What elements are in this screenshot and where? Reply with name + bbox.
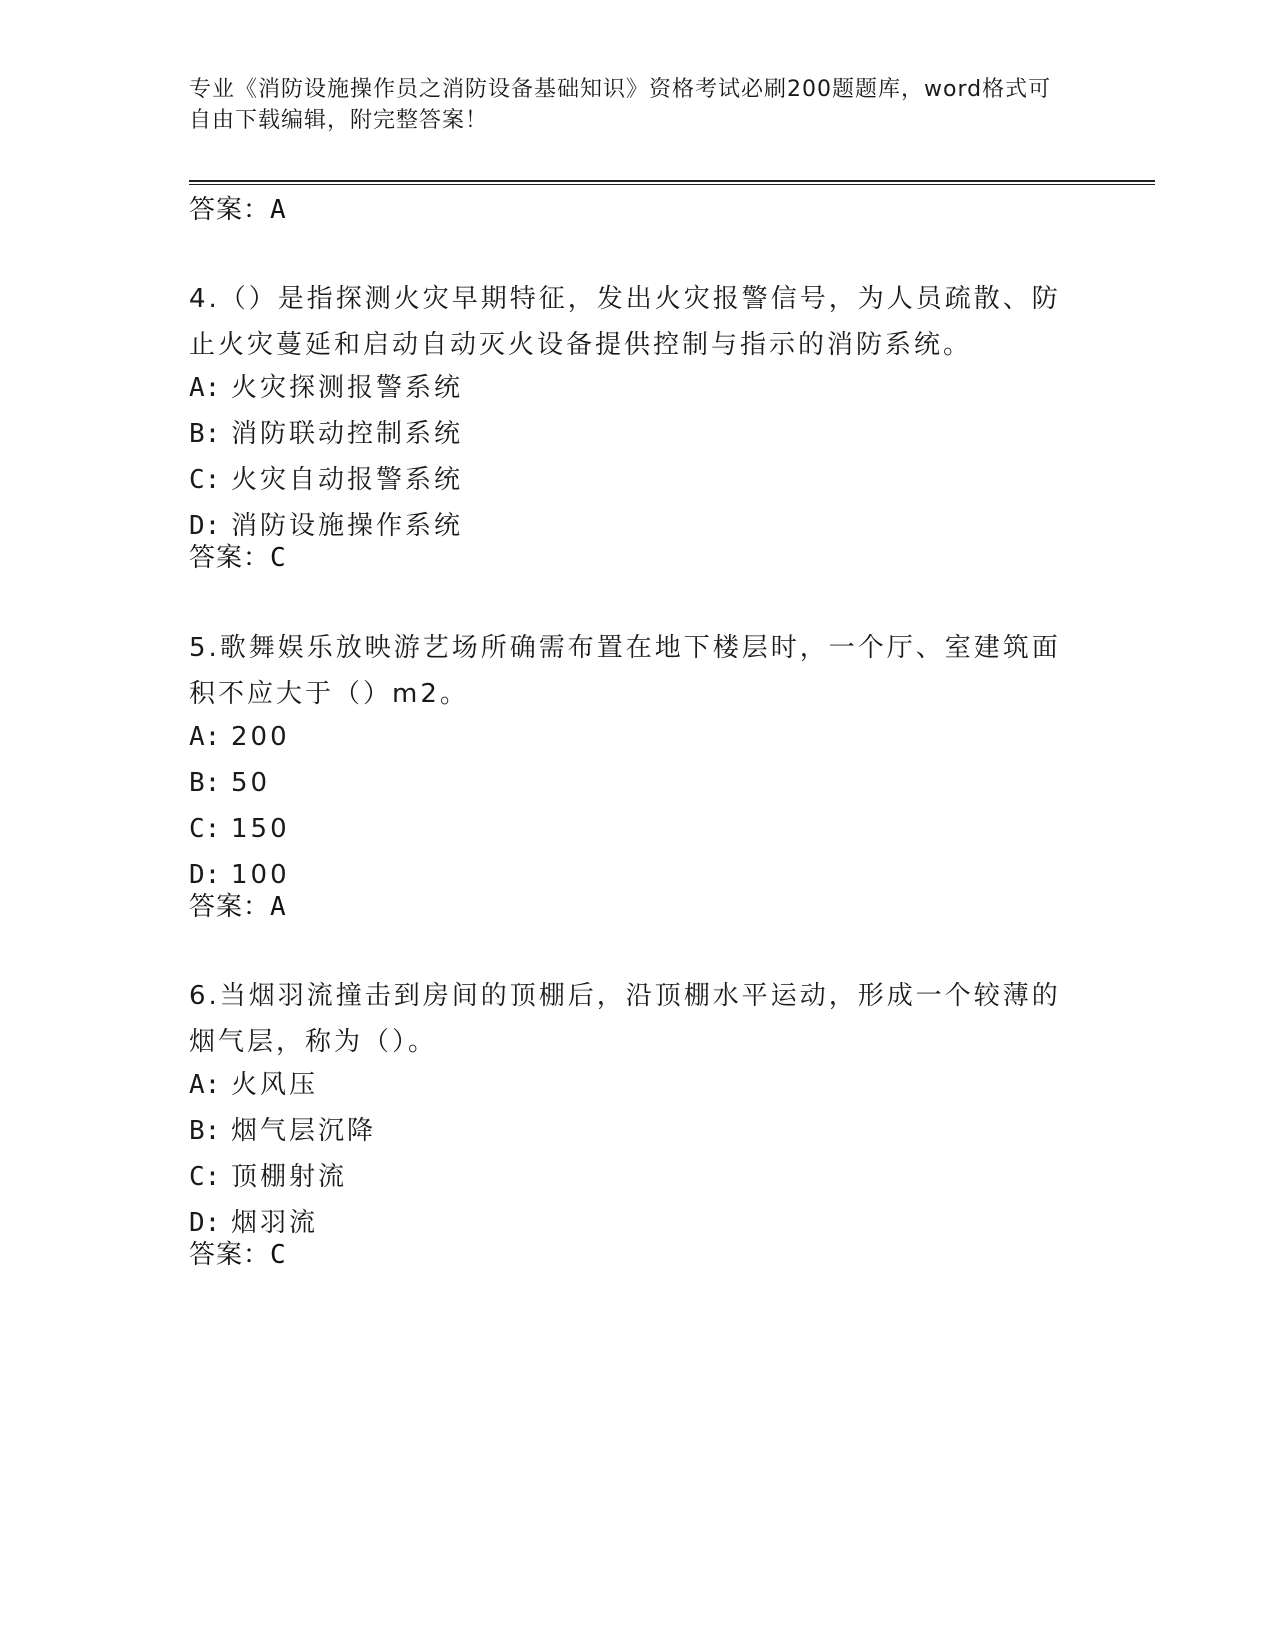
answer-line-q4 bbox=[189, 541, 287, 575]
option-d bbox=[189, 503, 1069, 549]
option-text: 100 bbox=[231, 860, 290, 890]
option-b bbox=[189, 760, 1069, 806]
option-letter: B: bbox=[189, 419, 221, 449]
option-letter: D: bbox=[189, 511, 221, 541]
option-a bbox=[189, 1062, 1069, 1108]
header-divider-thin bbox=[189, 184, 1155, 185]
answer-value: C bbox=[270, 543, 287, 573]
option-d bbox=[189, 1200, 1069, 1246]
answer-line-q3 bbox=[189, 193, 287, 227]
header-divider-thick bbox=[189, 180, 1155, 182]
question-text-6: 6.当烟羽流撞击到房间的顶棚后，沿顶棚水平运动，形成一个较薄的烟气层，称为（）。 bbox=[189, 981, 1061, 1057]
option-text: 50 bbox=[231, 768, 271, 798]
answer-label: 答案： bbox=[189, 1240, 271, 1270]
document-header: 专业《消防设施操作员之消防设备基础知识》资格考试必刷200题题库，word格式可自由下载编辑，附完整答案！ bbox=[189, 77, 1052, 133]
option-b bbox=[189, 411, 1069, 457]
option-text: 消防联动控制系统 bbox=[231, 419, 464, 449]
options-list-6 bbox=[189, 1062, 1069, 1246]
option-letter: A: bbox=[189, 722, 221, 752]
option-c bbox=[189, 457, 1069, 503]
option-text: 火风压 bbox=[231, 1070, 319, 1100]
answer-value: A bbox=[270, 195, 287, 225]
option-text: 150 bbox=[231, 814, 290, 844]
option-letter: A: bbox=[189, 373, 221, 403]
option-letter: D: bbox=[189, 1208, 221, 1238]
option-letter: D: bbox=[189, 860, 221, 890]
option-text: 消防设施操作系统 bbox=[231, 511, 464, 541]
option-letter: C: bbox=[189, 814, 221, 844]
answer-value: A bbox=[270, 892, 287, 922]
question-text-5: 5.歌舞娱乐放映游艺场所确需布置在地下楼层时，一个厅、室建筑面积不应大于（）m2。 bbox=[189, 633, 1061, 709]
options-list-4 bbox=[189, 365, 1069, 549]
option-text: 顶棚射流 bbox=[231, 1162, 348, 1192]
option-b bbox=[189, 1108, 1069, 1154]
answer-line-q6 bbox=[189, 1238, 287, 1272]
option-letter: C: bbox=[189, 1162, 221, 1192]
option-text: 烟羽流 bbox=[231, 1208, 319, 1238]
option-d bbox=[189, 852, 1069, 898]
question-text-4: 4.（）是指探测火灾早期特征，发出火灾报警信号，为人员疏散、防止火灾蔓延和启动自动灭火设备提供控制与指示的消防系统。 bbox=[189, 284, 1061, 360]
option-a bbox=[189, 365, 1069, 411]
answer-label: 答案： bbox=[189, 543, 271, 573]
option-c bbox=[189, 806, 1069, 852]
option-letter: B: bbox=[189, 1116, 221, 1146]
options-list-5 bbox=[189, 714, 1069, 898]
option-letter: A: bbox=[189, 1070, 221, 1100]
option-text: 火灾自动报警系统 bbox=[231, 465, 464, 495]
option-text: 烟气层沉降 bbox=[231, 1116, 377, 1146]
option-c bbox=[189, 1154, 1069, 1200]
option-text: 火灾探测报警系统 bbox=[231, 373, 464, 403]
answer-label: 答案： bbox=[189, 892, 271, 922]
option-a bbox=[189, 714, 1069, 760]
answer-label: 答案： bbox=[189, 195, 271, 225]
option-letter: B: bbox=[189, 768, 221, 798]
option-text: 200 bbox=[231, 722, 290, 752]
answer-value: C bbox=[270, 1240, 287, 1270]
option-letter: C: bbox=[189, 465, 221, 495]
answer-line-q5 bbox=[189, 890, 287, 924]
